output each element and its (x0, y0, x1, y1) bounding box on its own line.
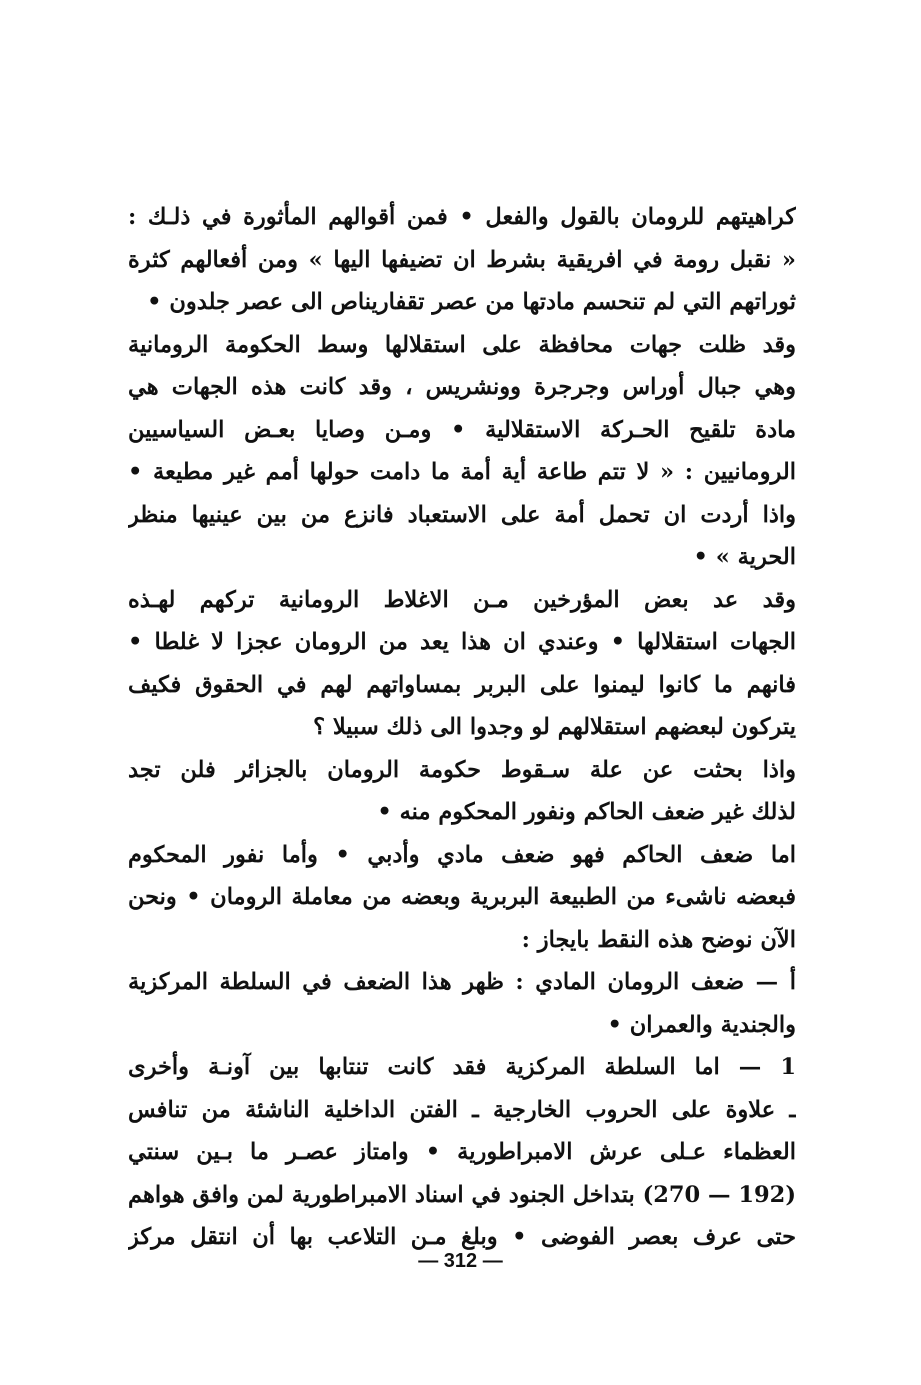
text-line: وقد عد بعض المؤرخين مـن الاغلاط الرومانية تركهم لهـذه (128, 586, 796, 613)
text-line: العظماء عـلى عرش الامبراطورية • وامتاز عصـر ما بـين سنتي (128, 1139, 796, 1165)
text-line: فانهم ما كانوا ليمنوا على البربر بمساواتهم لهم في الحقوق فكيف (128, 671, 796, 698)
text-line: 1 — اما السلطة المركزية فقد كانت تنتابها بين آونـة وأخرى (128, 1054, 796, 1080)
text-line: الجهات استقلالها • وعندي ان هذا يعد من الرومان عجزا لا غلطا • (128, 629, 796, 655)
text-line: (192 — 270) بتداخل الجنود في اسناد الامبراطورية لمن وافق هواهم (128, 1181, 796, 1208)
text-line: ـ علاوة على الحروب الخارجية ـ الفتن الداخلية الناشئة من تنافس (128, 1096, 796, 1123)
page-body (128, 196, 796, 1259)
text-line: « نقبل رومة في افريقية بشرط ان تضيفها اليها » ومن أفعالهم كثرة (128, 246, 796, 273)
text-line: مادة تلقيح الحـركة الاستقلالية • ومـن وصايا بعـض السياسيين (128, 416, 796, 443)
text-line: واذا بحثت عن علة سـقوط حكومة الرومان بالجزائر فلن تجد (128, 756, 796, 783)
page-number: — 312 — (418, 1250, 503, 1272)
text-line: أ — ضعف الرومان المادي : ظهر هذا الضعف في السلطة المركزية (128, 969, 796, 995)
text-line: وقد ظلت جهات محافظة على استقلالها وسط الحكومة الرومانية (128, 331, 796, 358)
text-line: الآن نوضح هذه النقط بايجاز : (521, 926, 796, 953)
text-line: اما ضعف الحاكم فهو ضعف مادي وأدبي • وأما نفور المحكوم (128, 841, 796, 868)
text-line: كراهيتهم للرومان بالقول والفعل • فمن أقوالهم المأثورة في ذلـك : (128, 204, 796, 230)
text-line: والجندية والعمران • (607, 1011, 796, 1038)
text-line: لذلك غير ضعف الحاكم ونفور المحكوم منه • (377, 799, 796, 825)
text-line: الحرية » • (693, 544, 796, 570)
text-line: فبعضه ناشىء من الطبيعة البربرية وبعضه من معاملة الرومان • ونحن (128, 884, 796, 910)
text-line: يتركون لبعضهم استقلالهم لو وجدوا الى ذلك سبيلا ؟ (313, 714, 796, 740)
text-line: واذا أردت ان تحمل أمة على الاستعباد فانزع من بين عينيها منظر (128, 501, 796, 528)
text-line: الرومانيين : « لا تتم طاعة أية أمة ما دامت حولها أمم غير مطيعة • (128, 459, 796, 485)
text-line: ثوراتهم التي لم تنحسم مادتها من عصر تقفاريناص الى عصر جلدون • (147, 289, 796, 315)
text-line: حتى عرف بعصر الفوضى • وبلغ مـن التلاعب بها أن انتقل مركز (128, 1224, 796, 1250)
text-line: وهي جبال أوراس وجرجرة وونشريس ، وقد كانت هذه الجهات هي (128, 374, 796, 400)
